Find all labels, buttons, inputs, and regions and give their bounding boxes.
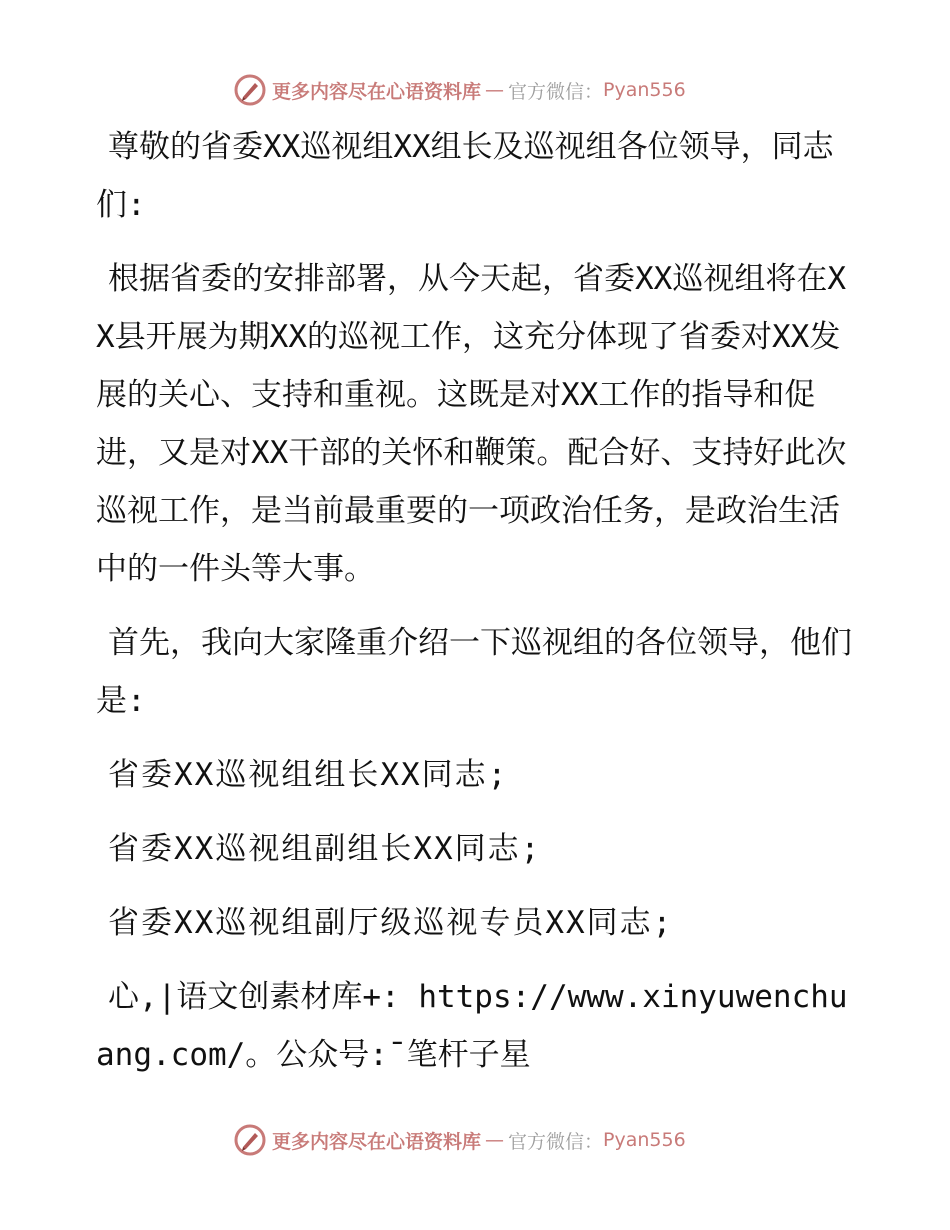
watermark-dash: — xyxy=(485,79,505,101)
document-body xyxy=(96,118,856,1100)
paragraph-leader-1: 省委XX巡视组组长XX同志; xyxy=(108,757,509,793)
paragraph-leader-3: 省委XX巡视组副厅级巡视专员XX同志; xyxy=(108,905,674,941)
pen-logo-icon xyxy=(234,74,266,106)
paragraph-leader-2: 省委XX巡视组副组长XX同志; xyxy=(108,831,542,867)
paragraph-introduce-leaders: 首先，我向大家隆重介绍一下巡视组的各位领导，他们是: xyxy=(96,625,852,719)
watermark-slogan: 更多内容尽在心语资料库 xyxy=(272,1130,482,1153)
watermark-slogan: 更多内容尽在心语资料库 xyxy=(272,80,482,103)
watermark-footer xyxy=(234,1120,714,1160)
paragraph-greeting: 尊敬的省委XX巡视组XX组长及巡视组各位领导，同志们: xyxy=(96,129,834,223)
paragraph-source-note: 心,|语文创素材库+: https://www.xinyuwenchuang.com/。公众号:¯笔杆子星 xyxy=(96,979,848,1073)
watermark-wechat-id: Pyan556 xyxy=(603,1129,686,1151)
watermark-wechat-label: 官方微信： xyxy=(508,80,604,103)
watermark-wechat-label: 官方微信： xyxy=(508,1130,604,1153)
watermark-wechat-id: Pyan556 xyxy=(603,79,686,101)
watermark-dash: — xyxy=(485,1129,505,1151)
paragraph-intro: 根据省委的安排部署，从今天起，省委XX巡视组将在XX县开展为期XX的巡视工作，这充分体现了省委对XX发展的关心、支持和重视。这既是对XX工作的指导和促进，又是对XX干部的关怀和鞭策。配合好、支持好此次巡视工作，是当前最重要的一项政治任务，是政治生活中的一件头等大事。 xyxy=(96,261,847,587)
watermark-header xyxy=(234,70,714,110)
pen-logo-icon xyxy=(234,1124,266,1156)
